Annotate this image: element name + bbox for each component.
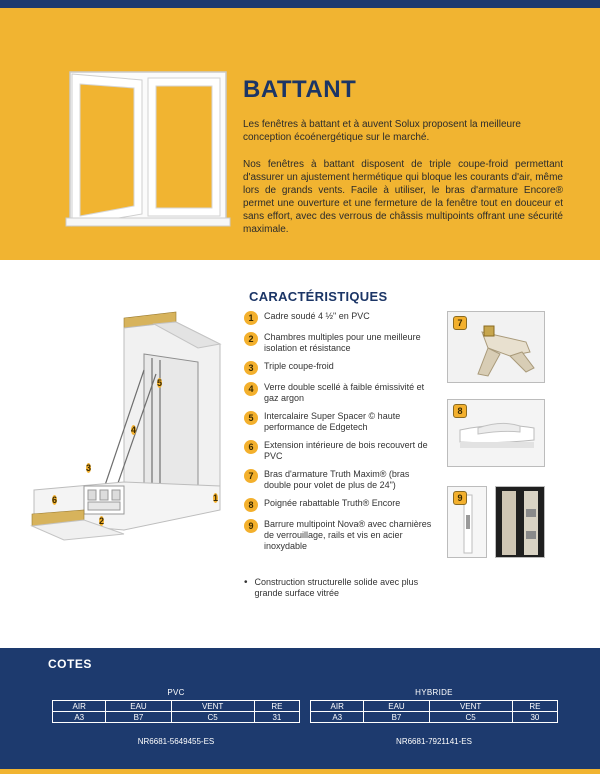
table-cell: A3 (53, 712, 106, 723)
pvc-ratings-table (52, 700, 300, 723)
feature-text: Extension intérieure de bois recouvert de PVC (264, 440, 428, 461)
feature-text: Intercalaire Super Spacer © haute performance de Edgetech (264, 411, 401, 432)
feature-item-3 (244, 361, 434, 375)
table-header-cell: VENT (171, 701, 254, 712)
feature-text: Verre double scellé à faible émissivité et gaz argon (264, 382, 425, 403)
feature-text: Cadre soudé 4 ½" en PVC (264, 311, 370, 321)
table-cell: A3 (311, 712, 364, 723)
bullet-icon: • (244, 577, 248, 588)
hybride-certification-number: NR6681-7921141-ES (396, 737, 472, 746)
feature-text: Poignée rabattable Truth® Encore (264, 498, 401, 508)
top-stripe (0, 0, 600, 8)
feature-item-1 (244, 311, 434, 325)
bullet-text: Construction structurelle solide avec plus grande surface vitrée (254, 577, 419, 598)
photo-badge-9: 9 (453, 491, 467, 505)
feature-number-badge: 9 (244, 519, 258, 533)
table-header-cell: RE (254, 701, 299, 712)
feature-item-6 (244, 440, 434, 462)
feature-text: Bras d'armature Truth Maxim® (bras double pour volet de plus de 24") (264, 469, 410, 490)
diagram-callout-6: 6 (52, 495, 58, 505)
table-cell: C5 (171, 712, 254, 723)
table-header-cell: RE (512, 701, 557, 712)
diagram-callout-2: 2 (99, 516, 105, 526)
table-cell: B7 (364, 712, 429, 723)
pvc-certification-number: NR6681-5649455-ES (137, 737, 215, 746)
feature-item-7 (244, 469, 434, 491)
table-header-cell: EAU (364, 701, 429, 712)
features-title: CARACTÉRISTIQUES (249, 289, 388, 304)
feature-text: Triple coupe-froid (264, 361, 334, 371)
table-cell: C5 (429, 712, 512, 723)
photo-lock-panel-right (495, 486, 545, 558)
diagram-callout-3: 3 (86, 463, 92, 473)
diagram-callout-5: 5 (157, 378, 163, 388)
features-list (244, 311, 434, 559)
feature-number-badge: 7 (244, 469, 258, 483)
feature-text: Barrure multipoint Nova® avec charnières de verrouillage, rails et vis en acier inoxydable (264, 519, 432, 551)
table-header-row (311, 701, 558, 712)
features-bullet (244, 577, 434, 599)
feature-number-badge: 1 (244, 311, 258, 325)
table-header-cell: EAU (106, 701, 171, 712)
casement-window-illustration (60, 66, 232, 228)
feature-item-9 (244, 519, 434, 552)
hybride-ratings-table (310, 700, 558, 723)
hero-intro-paragraph: Les fenêtres à battant et à auvent Solux proposent la meilleure conception écoénergétique sur le marché. (243, 119, 521, 143)
feature-number-badge: 4 (244, 382, 258, 396)
ratings-title: COTES (48, 657, 92, 671)
table-header-cell: VENT (429, 701, 512, 712)
table-cell: B7 (106, 712, 171, 723)
hero-detail-paragraph: Nos fenêtres à battant disposent de triple coupe-froid permettant d'assurer un ajustement hermétique qui bloque les courants d'air, même lors de grands vents. Facile à utiliser, le bras d'armature Encore® permet une ouverture et une fermeture de la fenêtre tout en douceur et sans effort, avec des verrous de châssis multipoints offrant une sécurité maximale. (243, 159, 563, 235)
photo-fold-handle (447, 399, 545, 467)
photo-crank-operator (447, 311, 545, 383)
photo-badge-7: 7 (453, 316, 467, 330)
feature-item-8 (244, 498, 434, 512)
hero-title: BATTANT (243, 76, 357, 103)
feature-number-badge: 6 (244, 440, 258, 454)
feature-text: Chambres multiples pour une meilleure isolation et résistance (264, 332, 421, 353)
feature-number-badge: 5 (244, 411, 258, 425)
table-cell: 31 (254, 712, 299, 723)
feature-number-badge: 2 (244, 332, 258, 346)
table-header-cell: AIR (53, 701, 106, 712)
table-row (53, 712, 300, 723)
lock-mechanism-image (496, 487, 545, 558)
diagram-callout-1: 1 (213, 493, 219, 503)
table-header-row (53, 701, 300, 712)
feature-number-badge: 3 (244, 361, 258, 375)
diagram-callout-4: 4 (131, 425, 137, 435)
table-row (311, 712, 558, 723)
feature-item-5 (244, 411, 434, 433)
feature-number-badge: 8 (244, 498, 258, 512)
pvc-label: PVC (167, 688, 185, 697)
feature-item-4 (244, 382, 434, 404)
table-cell: 30 (512, 712, 557, 723)
hybride-label: HYBRIDE (415, 688, 453, 697)
photo-lock-panel-left (447, 486, 487, 558)
bottom-stripe (0, 769, 600, 774)
feature-item-2 (244, 332, 434, 354)
photo-badge-8: 8 (453, 404, 467, 418)
table-header-cell: AIR (311, 701, 364, 712)
